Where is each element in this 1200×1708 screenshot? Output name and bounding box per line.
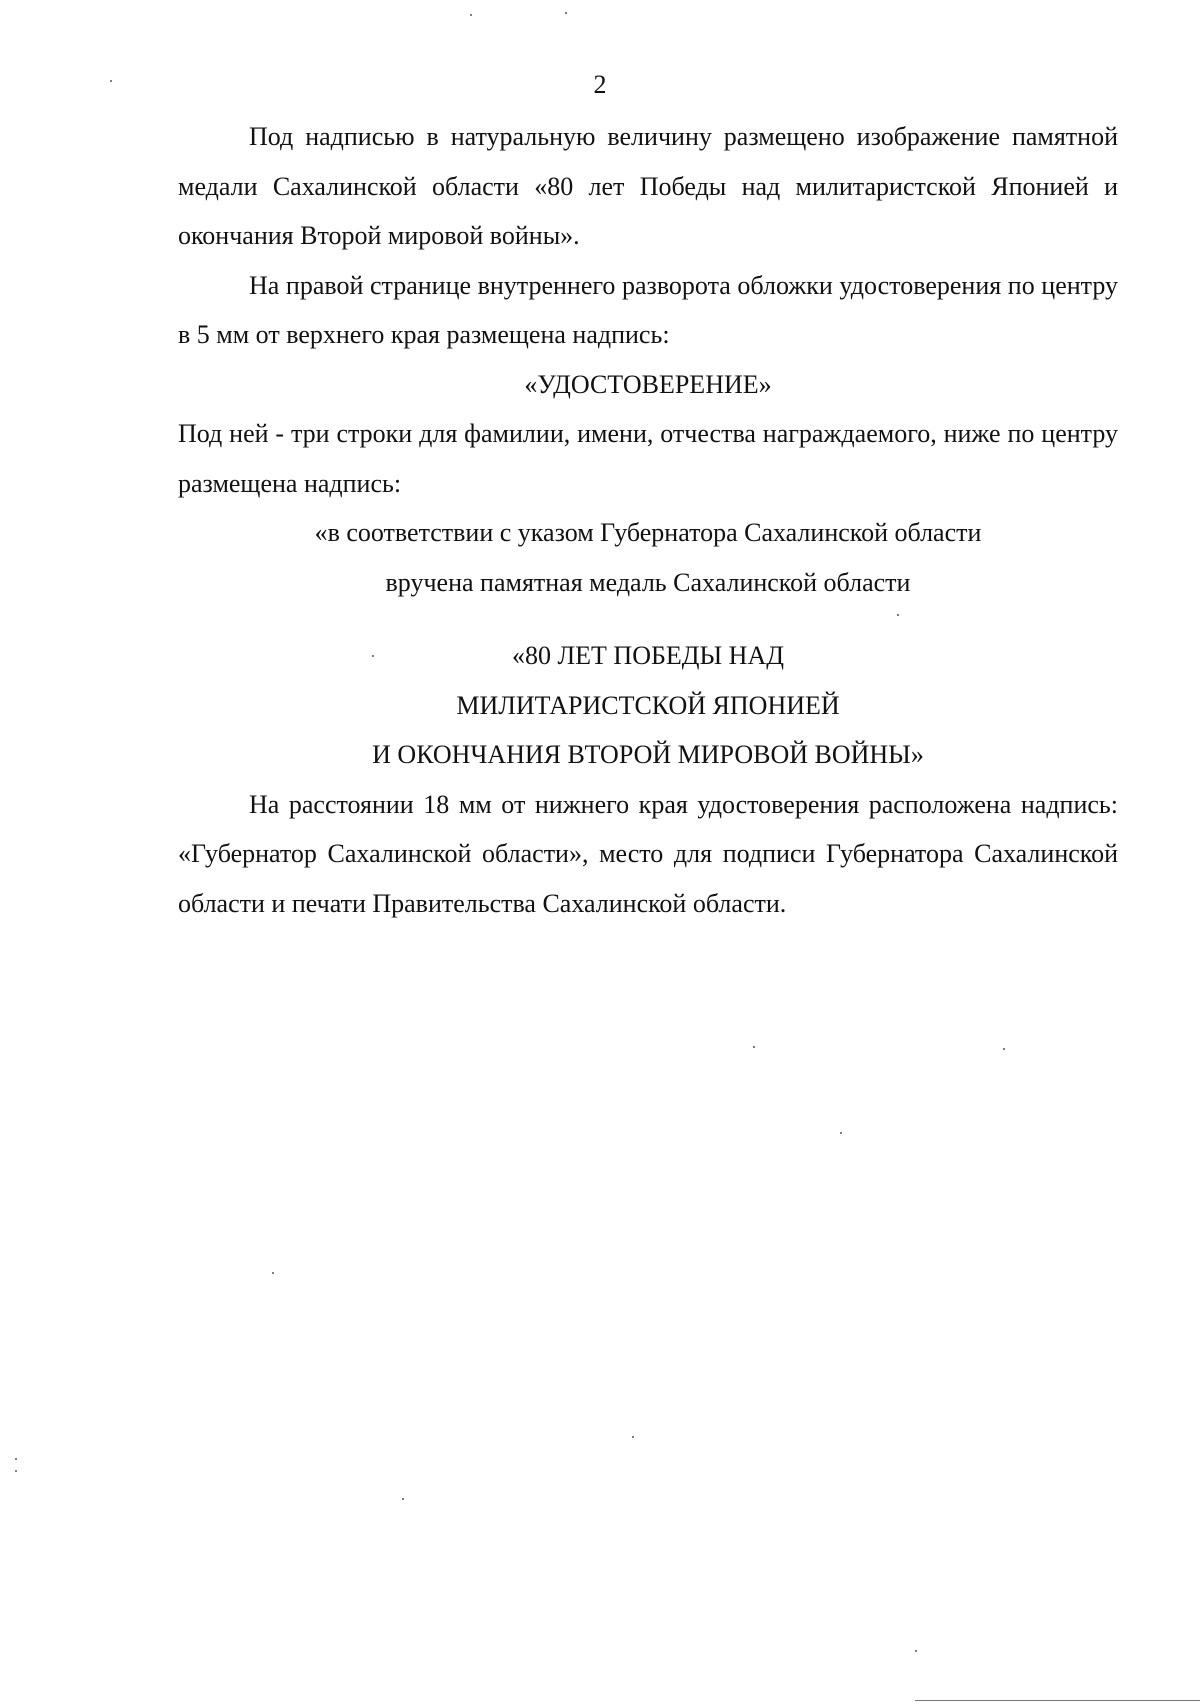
scan-speck (272, 1272, 274, 1274)
medal-title-line-1: «80 ЛЕТ ПОБЕДЫ НАД (512, 641, 784, 670)
quote-line-1: «в соответствии с указом Губернатора Сахалинской области (314, 518, 982, 547)
scan-speck (110, 80, 112, 82)
page-number: 2 (593, 70, 607, 99)
scan-speck (753, 1046, 755, 1048)
scan-speck (15, 1458, 17, 1460)
scan-speck (1003, 1048, 1005, 1050)
paragraph-name-lines: Под ней - три строки для фамилии, имени, отчества награждаемого, ниже по центру размещена надпись: (178, 419, 1118, 498)
scan-speck (372, 655, 374, 657)
quote-line-2: вручена памятная медаль Сахалинской области (385, 567, 911, 597)
scan-speck (15, 1470, 17, 1472)
scan-speck (632, 1436, 634, 1438)
scan-edge-line (915, 1700, 1200, 1701)
document-body (178, 112, 1118, 928)
scan-speck (840, 1132, 842, 1134)
medal-title-line-3: И ОКОНЧАНИЯ ВТОРОЙ МИРОВОЙ ВОЙНЫ» (372, 740, 924, 769)
paragraph-right-page: На правой странице внутреннего разворота обложки удостоверения по центру в 5 мм от верхнего края размещена надпись: (178, 270, 1118, 349)
spacer (178, 607, 1118, 631)
scan-speck (402, 1498, 404, 1500)
paragraph-medal-image: Под надписью в натуральную величину размещено изображение памятной медали Сахалинской области «80 лет Победы над милитаристской Японией и окончания Второй мировой войны». (178, 122, 1118, 250)
medal-title-line-2: МИЛИТАРИСТСКОЙ ЯПОНИЕЙ (456, 690, 840, 720)
scan-speck (565, 12, 567, 14)
paragraph-signature: На расстоянии 18 мм от нижнего края удостоверения расположена надпись: «Губернатор Сахалинской области», место для подписи Губернатора Сахалинской области и печати Правительства Сахалинской области. (178, 789, 1118, 918)
certificate-title: «УДОСТОВЕРЕНИЕ» (524, 369, 772, 399)
scan-speck (897, 614, 899, 616)
scan-speck (470, 14, 472, 16)
scan-speck (915, 1650, 917, 1652)
